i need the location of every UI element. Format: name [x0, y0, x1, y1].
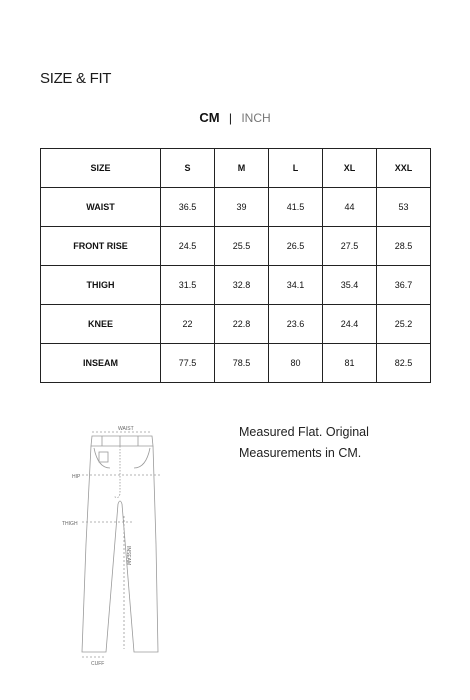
table-cell: 53 [377, 188, 431, 227]
table-row [41, 227, 431, 266]
header-cell: L [269, 149, 323, 188]
table-cell: 41.5 [269, 188, 323, 227]
row-label: FRONT RISE [41, 227, 161, 266]
table-cell: 44 [323, 188, 377, 227]
table-cell: 28.5 [377, 227, 431, 266]
note-line: Measurements in CM. [239, 446, 362, 460]
table-cell: 24.5 [161, 227, 215, 266]
table-cell: 78.5 [215, 344, 269, 383]
unit-toggle [0, 110, 470, 126]
table-cell: 24.4 [323, 305, 377, 344]
table-header-row [41, 149, 431, 188]
pants-measurement-diagram [58, 424, 178, 669]
table-cell: 36.5 [161, 188, 215, 227]
table-cell: 26.5 [269, 227, 323, 266]
header-cell: XL [323, 149, 377, 188]
table-cell: 36.7 [377, 266, 431, 305]
table-cell: 25.5 [215, 227, 269, 266]
table-cell: 80 [269, 344, 323, 383]
table-cell: 81 [323, 344, 377, 383]
header-cell: M [215, 149, 269, 188]
thigh-diagram-label: THIGH [62, 521, 78, 527]
row-label: THIGH [41, 266, 161, 305]
table-cell: 31.5 [161, 266, 215, 305]
table-cell: 27.5 [323, 227, 377, 266]
table-row [41, 305, 431, 344]
inseam-diagram-label: INSEAM [125, 546, 131, 566]
row-label: WAIST [41, 188, 161, 227]
table-row [41, 344, 431, 383]
unit-separator: | [228, 111, 232, 125]
row-label: INSEAM [41, 344, 161, 383]
unit-cm-toggle[interactable]: CM [199, 110, 220, 125]
table-cell: 39 [215, 188, 269, 227]
table-row [41, 266, 431, 305]
table-cell: 82.5 [377, 344, 431, 383]
table-cell: 34.1 [269, 266, 323, 305]
cuff-diagram-label: CUFF [91, 661, 105, 667]
measurement-note [239, 422, 439, 464]
table-cell: 22 [161, 305, 215, 344]
table-cell: 32.8 [215, 266, 269, 305]
header-cell: XXL [377, 149, 431, 188]
table-row [41, 188, 431, 227]
unit-inch-toggle[interactable]: INCH [241, 111, 271, 125]
table-cell: 77.5 [161, 344, 215, 383]
hip-diagram-label: HIP [72, 474, 81, 480]
table-cell: 23.6 [269, 305, 323, 344]
note-line: Measured Flat. Original [239, 425, 369, 439]
row-label: KNEE [41, 305, 161, 344]
table-cell: 25.2 [377, 305, 431, 344]
header-cell: SIZE [41, 149, 161, 188]
header-cell: S [161, 149, 215, 188]
size-chart-table [40, 148, 431, 383]
table-cell: 22.8 [215, 305, 269, 344]
waist-diagram-label: WAIST [118, 426, 134, 432]
table-cell: 35.4 [323, 266, 377, 305]
page-title: SIZE & FIT [40, 70, 112, 87]
